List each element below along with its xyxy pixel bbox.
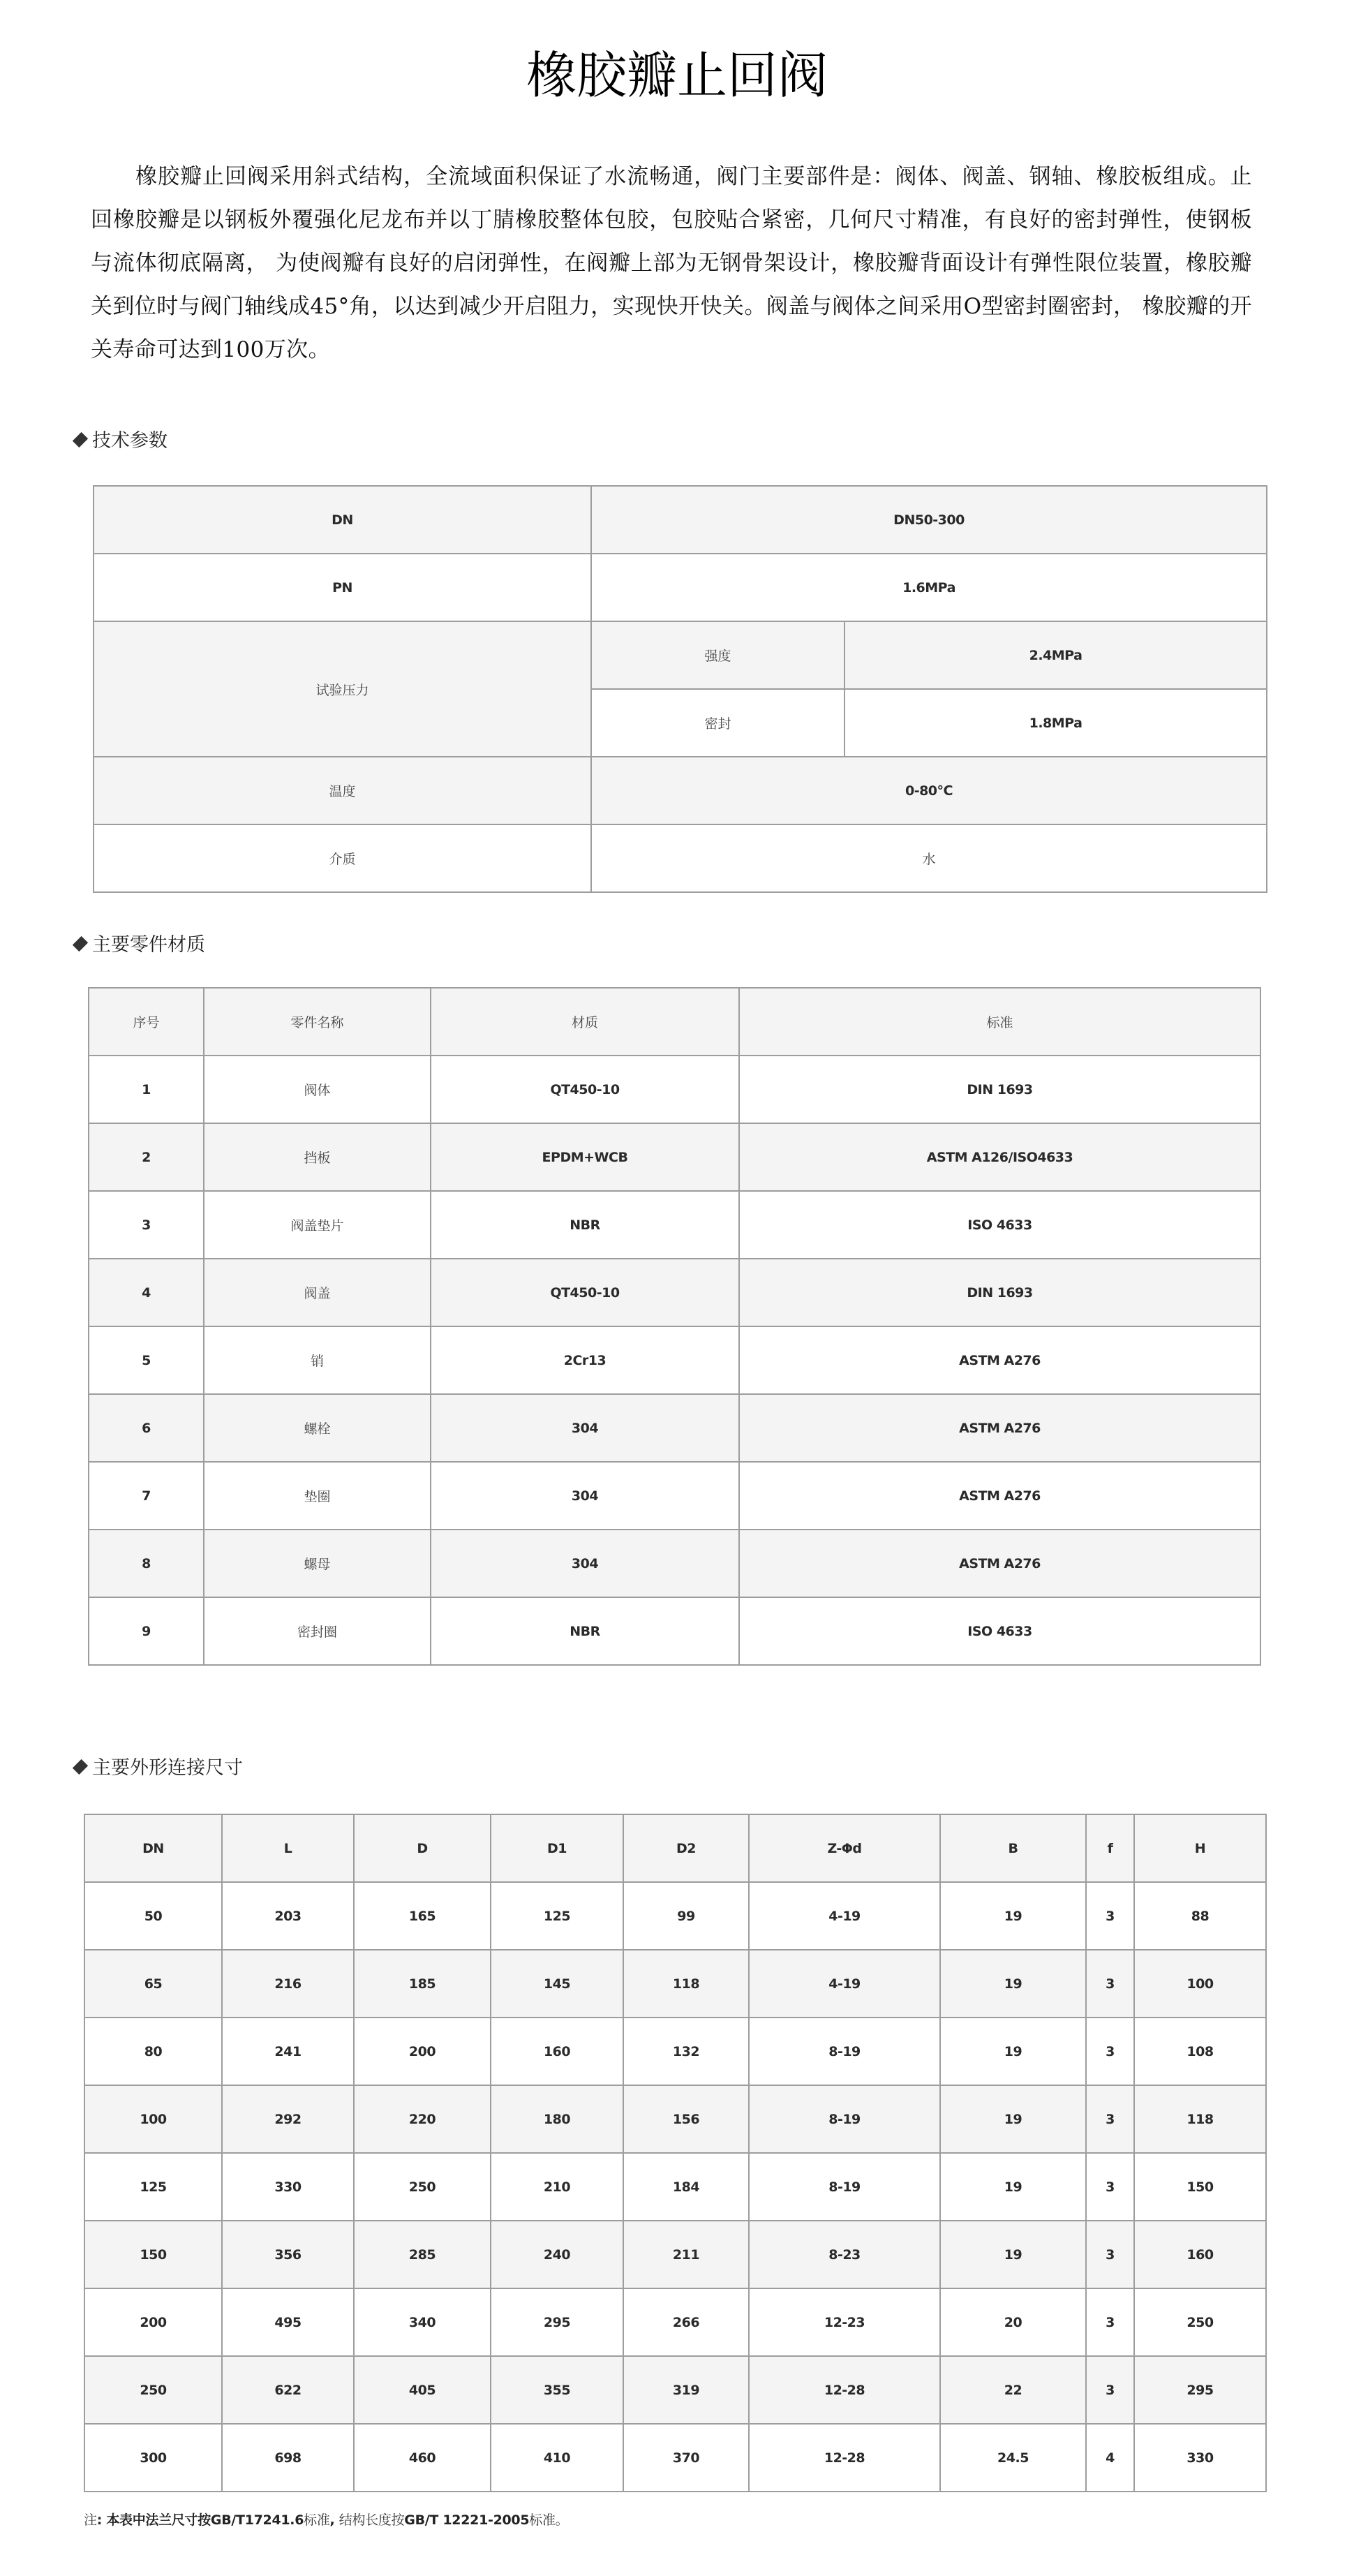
table-cell: 240 [491,2221,623,2288]
table-row [84,2153,1266,2221]
table-cell: 370 [623,2424,749,2492]
table-cell: ASTM A276 [739,1326,1260,1394]
column-header: H [1134,1814,1266,1882]
table-cell: 6 [89,1394,204,1462]
table-cell: 3 [1086,2085,1134,2153]
table-cell: 180 [491,2085,623,2153]
column-header: Z-Φd [749,1814,940,1882]
table-row [84,2356,1266,2424]
table-cell: 20 [940,2288,1086,2356]
table-cell: 99 [623,1882,749,1950]
table-cell: 2 [89,1123,204,1191]
table-cell: 3 [1086,1950,1134,2018]
table-cell: 阀盖垫片 [204,1191,431,1259]
table-cell: 50 [84,1882,222,1950]
table-cell: 150 [1134,2153,1266,2221]
table-cell: 118 [1134,2085,1266,2153]
table-cell: 19 [940,2018,1086,2085]
table-cell: 4 [1086,2424,1134,2492]
table-row [84,2288,1266,2356]
table-cell: 12-28 [749,2356,940,2424]
table-cell: 垫圈 [204,1462,431,1530]
table-cell: 19 [940,2221,1086,2288]
table-cell: 405 [354,2356,491,2424]
table-cell: 330 [222,2153,354,2221]
footnote-standard-length: GB/T 12221-2005 [404,2512,530,2528]
dimensions-table [84,1814,1267,2492]
table-cell: 330 [1134,2424,1266,2492]
table-cell: 5 [89,1326,204,1394]
table-cell: 8-19 [749,2085,940,2153]
table-cell: 355 [491,2356,623,2424]
intro-paragraph: 橡胶瓣止回阀采用斜式结构，全流域面积保证了水流畅通，阀门主要部件是：阀体、阀盖、钢轴、橡胶板组成。止回橡胶瓣是以钢板外覆强化尼龙布并以丁腈橡胶整体包胶，包胶贴合紧密，几何尺寸精准，有良好的密封弹性，使钢板与流体彻底隔离， 为使阀瓣有良好的启闭弹性，在阀瓣上部为无钢骨架设计，橡胶瓣背面设计有弹性限位装置，橡胶瓣关到位时与阀门轴线成45°角，以达到减少开启阻力，实现快开快关。阀盖与阀体之间采用O型密封圈密封， 橡胶瓣的开关寿命可达到100万次。 [91,164,1252,362]
table-header-row [84,1814,1266,1882]
table-cell: 165 [354,1882,491,1950]
table-cell: 8 [89,1530,204,1597]
table-cell: 3 [1086,2221,1134,2288]
table-cell: EPDM+WCB [431,1123,739,1191]
table-cell: 螺栓 [204,1394,431,1462]
column-header: 零件名称 [204,988,431,1056]
table-cell: 8-23 [749,2221,940,2288]
table-row [84,2085,1266,2153]
tech-value-strength: 2.4MPa [845,621,1267,689]
table-row [94,824,1267,892]
table-cell: QT450-10 [431,1056,739,1123]
table-cell: 132 [623,2018,749,2085]
table-cell: 150 [84,2221,222,2288]
table-cell: ASTM A126/ISO4633 [739,1123,1260,1191]
table-cell: NBR [431,1597,739,1665]
tech-label-dn: DN [94,486,591,554]
table-cell: 304 [431,1530,739,1597]
table-cell: DIN 1693 [739,1259,1260,1326]
table-cell: 304 [431,1462,739,1530]
table-cell: 3 [1086,1882,1134,1950]
diamond-bullet-icon [73,936,88,952]
table-cell: 7 [89,1462,204,1530]
table-cell: 挡板 [204,1123,431,1191]
table-row [94,621,1267,689]
table-cell: 250 [1134,2288,1266,2356]
table-cell: 4-19 [749,1950,940,2018]
table-cell: ISO 4633 [739,1191,1260,1259]
table-cell: 216 [222,1950,354,2018]
table-cell: 210 [491,2153,623,2221]
table-cell: 阀体 [204,1056,431,1123]
table-cell: 3 [1086,2153,1134,2221]
table-cell: 12-23 [749,2288,940,2356]
table-row [89,1123,1260,1191]
column-header: B [940,1814,1086,1882]
table-cell: 266 [623,2288,749,2356]
footnote-text: : 本表中法兰尺寸按 [96,2512,211,2528]
table-cell: 8-19 [749,2153,940,2221]
table-cell: ASTM A276 [739,1530,1260,1597]
table-cell: 24.5 [940,2424,1086,2492]
table-cell: ASTM A276 [739,1394,1260,1462]
table-cell: 8-19 [749,2018,940,2085]
column-header: D2 [623,1814,749,1882]
table-row [89,1259,1260,1326]
footnote [84,2510,568,2530]
table-cell: ISO 4633 [739,1597,1260,1665]
section-title-materials [74,931,205,959]
tech-label-test-pressure: 试验压力 [94,621,591,757]
table-cell: 阀盖 [204,1259,431,1326]
table-cell: 622 [222,2356,354,2424]
table-row [94,757,1267,824]
table-cell: 65 [84,1950,222,2018]
table-cell: 4-19 [749,1882,940,1950]
table-cell: 319 [623,2356,749,2424]
table-cell: 160 [491,2018,623,2085]
table-cell: 145 [491,1950,623,2018]
table-row [89,1530,1260,1597]
tech-value-seal: 1.8MPa [845,689,1267,757]
table-cell: 3 [1086,2356,1134,2424]
tech-label-pn: PN [94,554,591,621]
section-title-dimensions [74,1754,243,1782]
section-title-dimensions-label: 主要外形连接尺寸 [92,1757,243,1779]
table-row [89,1597,1260,1665]
table-cell: 9 [89,1597,204,1665]
table-row [89,1191,1260,1259]
table-cell: 340 [354,2288,491,2356]
table-cell: 203 [222,1882,354,1950]
table-cell: 295 [1134,2356,1266,2424]
tech-value-pn: 1.6MPa [591,554,1267,621]
column-header: L [222,1814,354,1882]
table-cell: 1 [89,1056,204,1123]
table-cell: 125 [491,1882,623,1950]
table-cell: QT450-10 [431,1259,739,1326]
diamond-bullet-icon [73,432,88,447]
table-cell: 295 [491,2288,623,2356]
section-title-materials-label: 主要零件材质 [92,934,205,956]
table-row [94,486,1267,554]
table-cell: 3 [1086,2018,1134,2085]
table-cell: 销 [204,1326,431,1394]
column-header: D1 [491,1814,623,1882]
table-cell: 88 [1134,1882,1266,1950]
table-cell: 200 [84,2288,222,2356]
tech-value-medium: 水 [591,824,1267,892]
tech-value-dn: DN50-300 [591,486,1267,554]
table-cell: 211 [623,2221,749,2288]
table-cell: DIN 1693 [739,1056,1260,1123]
table-cell: NBR [431,1191,739,1259]
table-cell: 118 [623,1950,749,2018]
section-title-tech [74,427,168,455]
table-row [89,1394,1260,1462]
column-header: D [354,1814,491,1882]
page-title: 橡胶瓣止回阀 [526,46,828,105]
table-cell: 292 [222,2085,354,2153]
table-cell: 3 [1086,2288,1134,2356]
table-cell: 19 [940,2153,1086,2221]
table-cell: 300 [84,2424,222,2492]
table-cell: 螺母 [204,1530,431,1597]
table-cell: 200 [354,2018,491,2085]
table-row [84,1950,1266,2018]
table-row [89,1056,1260,1123]
tech-value-temp: 0-80℃ [591,757,1267,824]
table-cell: 156 [623,2085,749,2153]
table-cell: 220 [354,2085,491,2153]
table-cell: 2Cr13 [431,1326,739,1394]
table-cell: 19 [940,2085,1086,2153]
tech-label-temp: 温度 [94,757,591,824]
table-cell: 241 [222,2018,354,2085]
table-cell: 80 [84,2018,222,2085]
tech-label-strength: 强度 [591,621,845,689]
table-row [84,1882,1266,1950]
table-cell: 4 [89,1259,204,1326]
table-cell: 100 [84,2085,222,2153]
table-row [94,554,1267,621]
column-header: f [1086,1814,1134,1882]
table-cell: 356 [222,2221,354,2288]
table-row [89,1462,1260,1530]
section-title-tech-label: 技术参数 [92,430,168,452]
table-cell: 密封圈 [204,1597,431,1665]
tech-label-medium: 介质 [94,824,591,892]
column-header: 材质 [431,988,739,1056]
tech-label-seal: 密封 [591,689,845,757]
table-cell: 304 [431,1394,739,1462]
table-row [84,2221,1266,2288]
diamond-bullet-icon [73,1759,88,1775]
table-cell: 19 [940,1882,1086,1950]
table-row [84,2424,1266,2492]
table-header-row [89,988,1260,1056]
table-row [89,1326,1260,1394]
footnote-text: 标准。 [529,2512,569,2528]
table-cell: 22 [940,2356,1086,2424]
column-header: 标准 [739,988,1260,1056]
footnote-text: 标准 [304,2512,330,2528]
table-cell: 495 [222,2288,354,2356]
table-cell: 460 [354,2424,491,2492]
footnote-standard-flange: GB/T17241.6 [210,2512,304,2528]
table-cell: 698 [222,2424,354,2492]
tech-params-table [93,485,1267,893]
table-cell: 19 [940,1950,1086,2018]
table-row [84,2018,1266,2085]
footnote-label: 注 [84,2512,97,2528]
table-cell: 3 [89,1191,204,1259]
column-header: DN [84,1814,222,1882]
table-cell: 410 [491,2424,623,2492]
table-cell: 125 [84,2153,222,2221]
table-cell: 160 [1134,2221,1266,2288]
column-header: 序号 [89,988,204,1056]
table-cell: 100 [1134,1950,1266,2018]
table-cell: 250 [354,2153,491,2221]
footnote-text: 结构长度按 [338,2512,405,2528]
table-cell: 184 [623,2153,749,2221]
table-cell: 108 [1134,2018,1266,2085]
table-cell: 185 [354,1950,491,2018]
table-cell: 250 [84,2356,222,2424]
table-cell: 12-28 [749,2424,940,2492]
table-cell: ASTM A276 [739,1462,1260,1530]
footnote-text: , [329,2512,339,2528]
materials-table [88,987,1261,1666]
table-cell: 285 [354,2221,491,2288]
